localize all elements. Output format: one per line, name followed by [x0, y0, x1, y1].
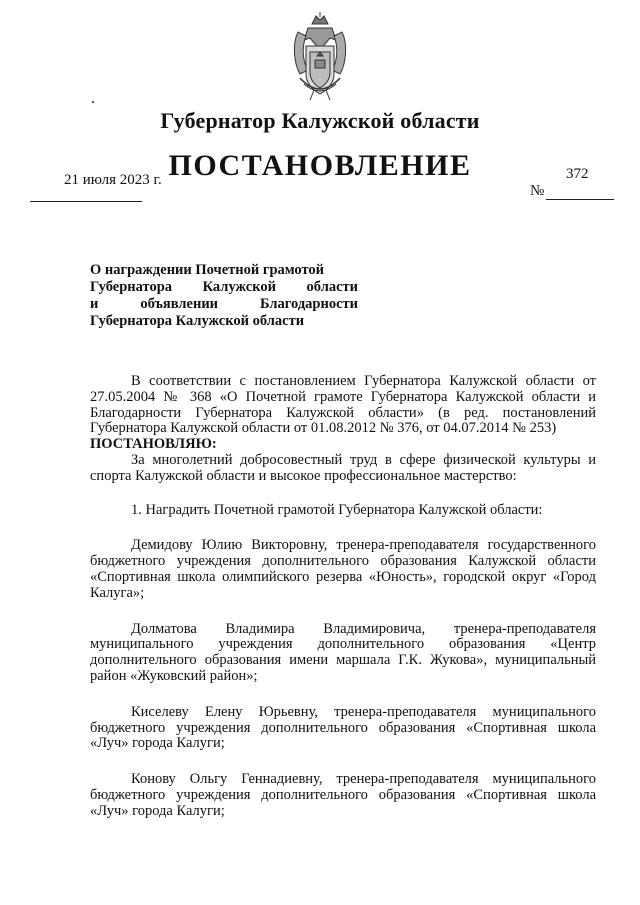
number-sign: №: [530, 183, 545, 199]
document-type-heading: ПОСТАНОВЛЕНИЕ: [168, 149, 472, 182]
document-body: [90, 374, 596, 820]
subject-line: О награждении Почетной грамотой: [90, 262, 325, 278]
awardee-paragraph: Долматова Владимира Владимировича, тренера-преподавателя муниципального учреждения дополнительного образования «Центр дополнительного образования имени маршала Г.К. Жукова», муниципальный район «Жуковский район»;: [90, 620, 596, 684]
document-number: 372: [566, 166, 589, 182]
awardee-paragraph: Демидову Юлию Викторовну, тренера-преподавателя государственного бюджетного учреждения дополнительного образования Калужской области «Спортивная школа олимпийского резерва «Юность», городской округ «Город Калуга»;: [90, 537, 596, 601]
decree-word: ПОСТАНОВЛЯЮ:: [90, 436, 217, 453]
reason-paragraph: За многолетний добросовестный труд в сфере физической культуры и спорта Калужской области и высокое профессиональное мастерство:: [90, 451, 596, 484]
date-underline: [30, 201, 142, 202]
award-item-heading: 1. Наградить Почетной грамотой Губернатора Калужской области:: [131, 501, 543, 518]
awardee-paragraph: Конову Ольгу Геннадиевну, тренера-преподавателя муниципального бюджетного учреждения дополнительного образования «Спортивная школа «Луч» города Калуги;: [90, 771, 596, 819]
document-date: 21 июля 2023 г.: [64, 172, 162, 188]
issuer-title: Губернатор Калужской области: [160, 108, 480, 133]
document-subject: [90, 262, 358, 330]
scan-speck: [92, 101, 94, 103]
subject-line: и объявлении Благодарности: [90, 296, 358, 312]
awardee-paragraph: Киселеву Елену Юрьевну, тренера-преподавателя муниципального бюджетного учреждения дополнительного образования «Спортивная школа «Луч» города Калуги;: [90, 703, 596, 752]
number-underline: [546, 199, 614, 200]
preamble-paragraph: В соответствии с постановлением Губернатора Калужской области от 27.05.2004 № 368 «О Почетной грамоте Губернатора Калужской области и Благодарности Губернатора Калужской области» (в ред. постановлений Губернатора Калужской области от 01.08.2012 № 376, от 04.07.2014 № 253): [90, 373, 596, 437]
subject-line: Губернатора Калужской области: [90, 279, 358, 295]
kaluga-coat-of-arms-icon: [290, 10, 350, 102]
subject-line: Губернатора Калужской области: [90, 313, 305, 329]
